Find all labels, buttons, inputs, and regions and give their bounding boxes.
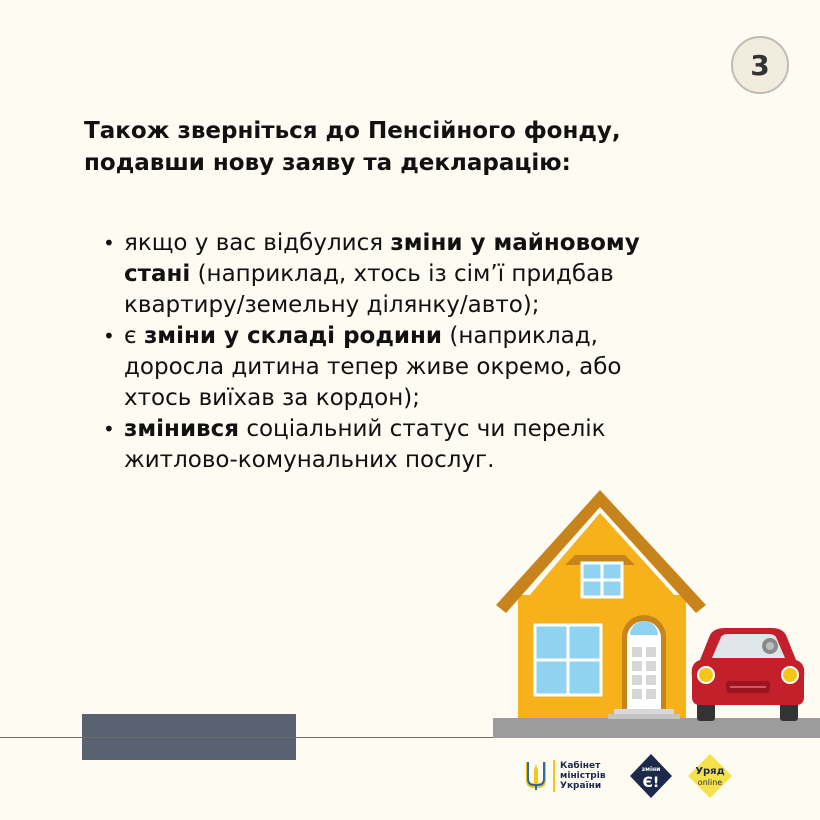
svg-text:України: України <box>560 781 602 791</box>
svg-text:міністрів: міністрів <box>560 771 606 781</box>
bullet-item <box>124 228 744 321</box>
svg-text:зміни: зміни <box>641 766 661 773</box>
bullet-line <box>124 290 744 321</box>
text: житлово-комунальних послуг. <box>124 447 495 473</box>
svg-text:Кабінет: Кабінет <box>560 761 601 771</box>
text: є <box>124 323 144 349</box>
text: хтось виїхав за кордон); <box>124 385 420 411</box>
text: квартиру/земельну ділянку/авто); <box>124 292 540 318</box>
text: доросла дитина тепер живе окремо, або <box>124 354 622 380</box>
bullet-item <box>124 321 744 414</box>
text: (наприклад, <box>442 323 598 349</box>
bold-text: змінився <box>124 416 240 442</box>
headline-line-2: подавши нову заяву та декларацію: <box>84 150 571 176</box>
bullet-line <box>124 321 744 352</box>
bullet-line <box>124 259 744 290</box>
bullet-line <box>124 445 744 476</box>
cabinet-logo-text <box>560 760 606 791</box>
page-number-badge: 3 <box>731 36 789 94</box>
bold-text: зміни у складі родини <box>143 323 443 349</box>
text: соціальний статус чи перелік <box>239 416 606 442</box>
car-illustration <box>692 628 805 721</box>
bullet-line <box>124 352 744 383</box>
bullet-line <box>124 414 744 445</box>
headline <box>84 115 704 179</box>
svg-text:Є!: Є! <box>642 775 660 791</box>
bold-text: стані <box>124 261 191 287</box>
headline-line-1: Також зверніться до Пенсійного фонду, <box>84 118 621 144</box>
house-car-illustration <box>490 485 820 740</box>
zminy-logo <box>630 754 672 798</box>
text: (наприклад, хтось із сім’ї придбав <box>190 261 614 287</box>
house-illustration <box>496 490 706 719</box>
pavement <box>493 718 820 738</box>
bullet-line <box>124 228 744 259</box>
uryad-online-logo <box>688 754 732 798</box>
trident-icon <box>526 762 546 790</box>
bullet-item <box>124 414 744 476</box>
svg-text:Уряд: Уряд <box>695 766 725 777</box>
text: якщо у вас відбулися <box>124 230 391 256</box>
bullet-line <box>124 383 744 414</box>
bold-text: зміни у майновому <box>390 230 640 256</box>
svg-text:online: online <box>697 778 723 787</box>
bullet-list <box>100 228 744 476</box>
footer-logos <box>520 752 740 800</box>
